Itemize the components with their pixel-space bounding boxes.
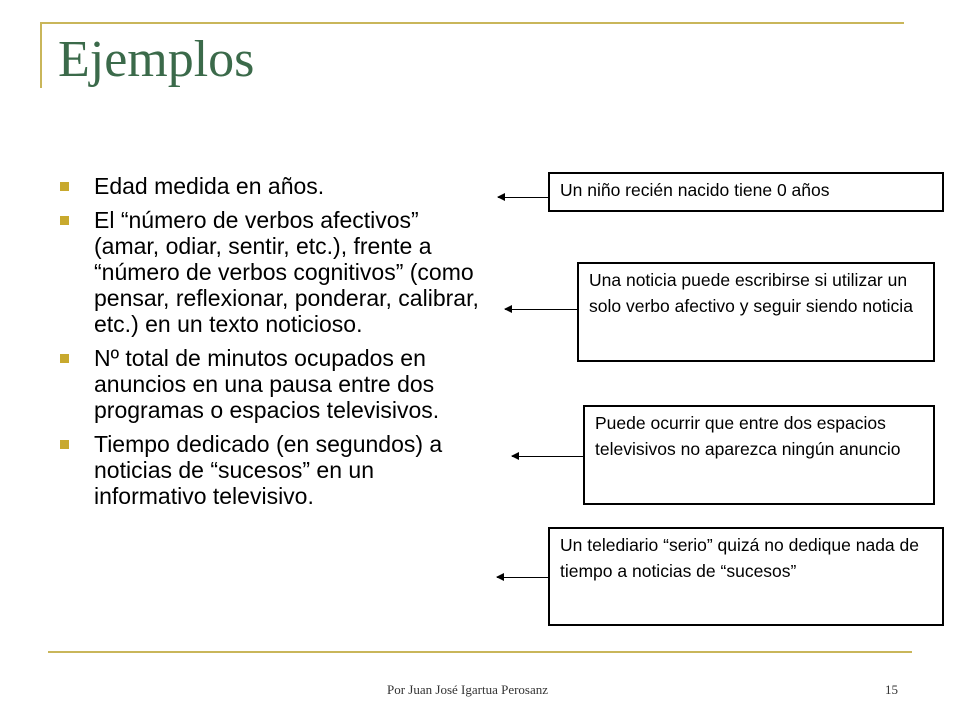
note-text: Una noticia puede escribirse si utilizar un solo verbo afectivo y seguir siendo noticia	[589, 270, 913, 316]
footer-author: Por Juan José Igartua Perosanz	[387, 682, 549, 697]
bullet-square-icon	[60, 182, 69, 191]
bullet-text: Edad medida en años.	[94, 173, 325, 199]
slide-title: Ejemplos	[58, 31, 255, 88]
note-text: Un telediario “serio” quizá no dedique nada de tiempo a noticias de “sucesos”	[560, 535, 919, 581]
arrow-left-icon	[505, 309, 577, 310]
note-text: Un niño recién nacido tiene 0 años	[560, 180, 830, 200]
bullet-item	[60, 345, 480, 423]
bottom-rule	[48, 651, 912, 653]
bullet-item	[60, 173, 480, 199]
bullet-text: El “número de verbos afectivos” (amar, odiar, sentir, etc.), frente a “número de verbos cognitivos” (como pensar, reflexionar, ponderar, calibrar, etc.) en un texto noticioso.	[94, 207, 479, 337]
bullet-text: Nº total de minutos ocupados en anuncios en una pausa entre dos programas o espacios televisivos.	[94, 345, 440, 423]
arrow-left-icon	[498, 197, 548, 198]
bullet-square-icon	[60, 216, 69, 225]
note-text: Puede ocurrir que entre dos espacios televisivos no aparezca ningún anuncio	[595, 413, 901, 459]
top-rule-vertical	[40, 22, 42, 88]
note-box	[548, 527, 944, 626]
top-rule-horizontal	[40, 22, 904, 24]
bullet-text: Tiempo dedicado (en segundos) a noticias de “sucesos” en un informativo televisivo.	[94, 431, 443, 509]
bullet-item	[60, 207, 480, 337]
bullet-square-icon	[60, 440, 69, 449]
note-box	[548, 172, 944, 212]
note-box	[577, 262, 935, 362]
note-box	[583, 405, 935, 505]
bullet-square-icon	[60, 354, 69, 363]
bullet-item	[60, 431, 480, 509]
bullet-list	[60, 173, 480, 517]
arrow-left-icon	[497, 577, 548, 578]
arrow-left-icon	[512, 456, 583, 457]
page-number: 15	[885, 682, 898, 697]
